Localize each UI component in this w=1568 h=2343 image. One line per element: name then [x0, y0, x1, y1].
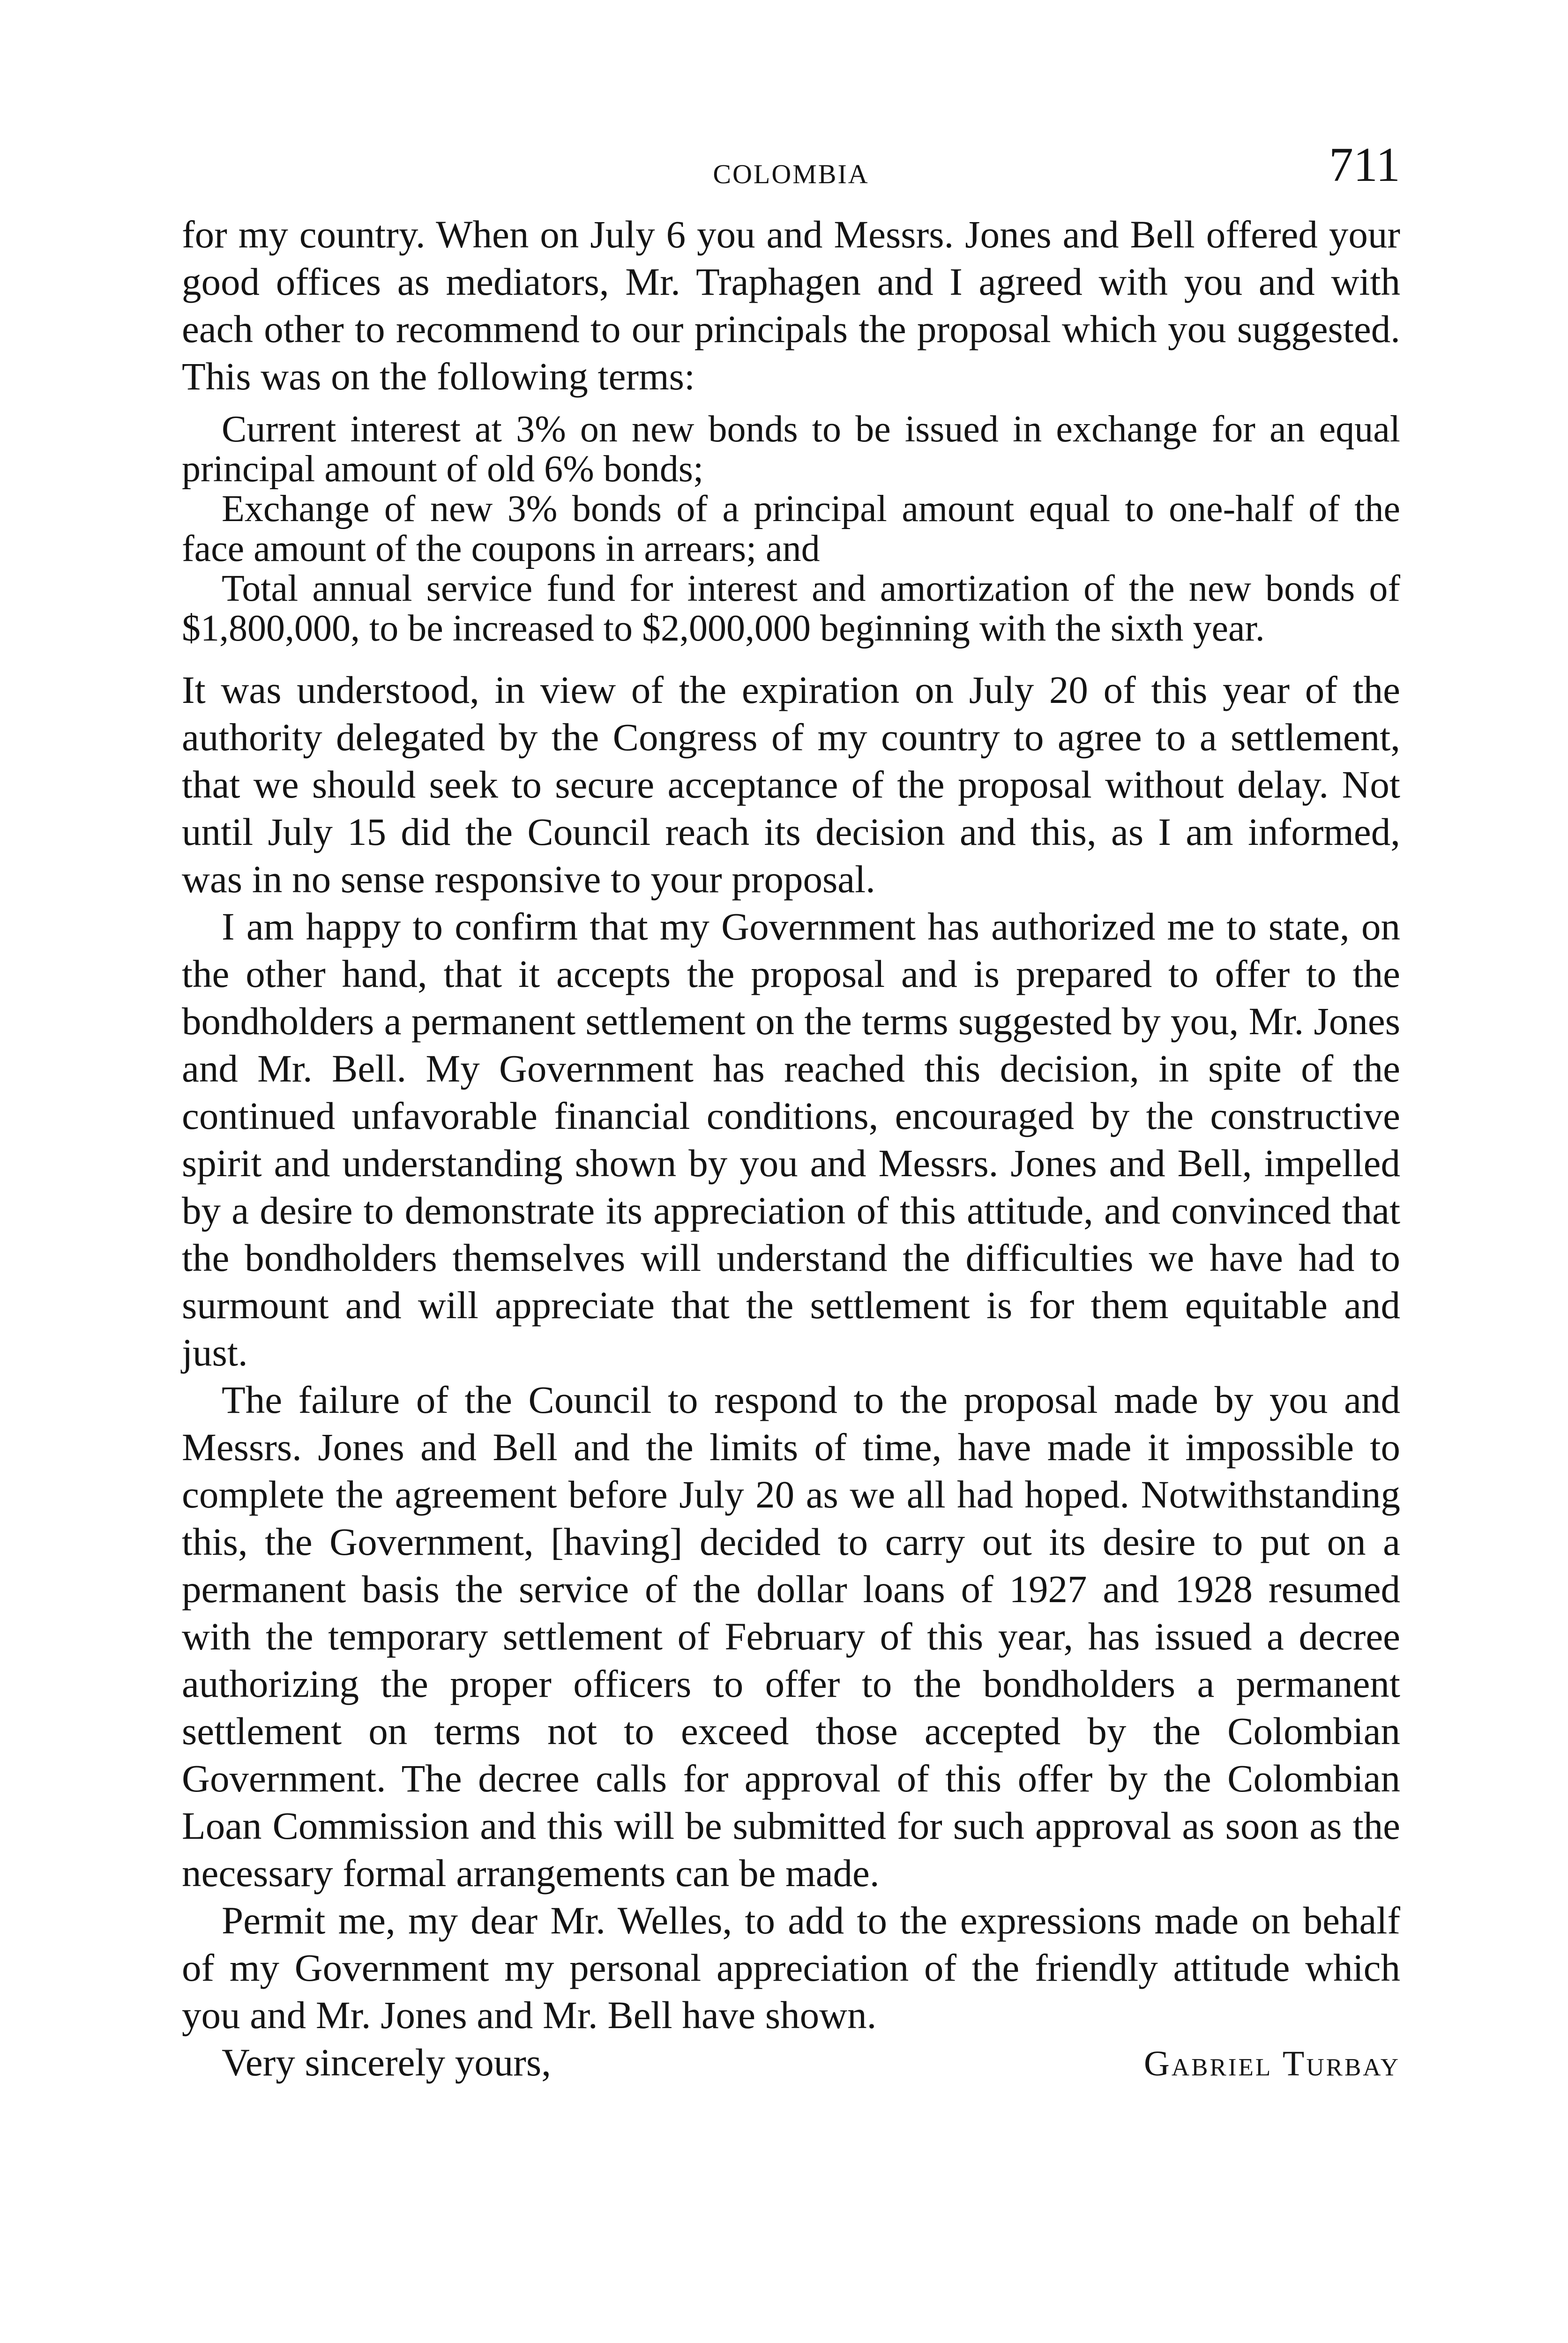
terms-list — [182, 410, 1400, 649]
running-title: COLOMBIA — [713, 159, 869, 189]
page-number: 711 — [1329, 138, 1400, 192]
running-header — [182, 138, 1400, 211]
document-page — [182, 138, 1400, 2088]
term-item: Total annual service fund for interest and amortization of the new bonds of $1,800,000, to be increased to $2,000,000 beginning with the sixth year. — [182, 568, 1400, 649]
term-item: Exchange of new 3% bonds of a principal amount equal to one-half of the face amount of the coupons in arrears; and — [182, 488, 1400, 569]
signature: Gabriel Turbay — [1144, 2044, 1400, 2083]
term-item: Current interest at 3% on new bonds to be issued in exchange for an equal principal amount of old 6% bonds; — [182, 409, 1400, 490]
body-paragraph: I am happy to confirm that my Government has authorized me to state, on the other hand, that it accepts the proposal and is prepared to offer to the bondholders a permanent settlement on the terms suggested by you, Mr. Jones and Mr. Bell. My Government has reached this decision, in spite of the continued unfavorable financial conditions, encouraged by the constructive spirit and understanding shown by you and Messrs. Jones and Bell, impelled by a desire to demonstrate its appreciation of this attitude, and convinced that the bondholders themselves will understand the difficulties we have had to surmount and will appreciate that the settlement is for them equitable and just. — [182, 905, 1400, 1374]
complimentary-close: Very sincerely yours, — [222, 2041, 551, 2084]
body-paragraph: The failure of the Council to respond to the proposal made by you and Messrs. Jones and Bell and the limits of time, have made it impossible to complete the agreement before July 20 as we all had hoped. Notwithstanding this, the Government, [having] decided to carry out its desire to put on a permanent basis the service of the dollar loans of 1927 and 1928 resumed with the temporary settlement of February of this year, has issued a decree authorizing the proper officers to offer to the bondholders a permanent settlement on terms not to exceed those accepted by the Colombian Government. The decree calls for approval of this offer by the Colombian Loan Commission and this will be submitted for such approval as soon as the necessary formal arrangements can be made. — [182, 1378, 1400, 1895]
letter-closing — [182, 2039, 1400, 2088]
lead-paragraph: for my country. When on July 6 you and Messrs. Jones and Bell offered your good offices as mediators, Mr. Traphagen and I agreed with you and with each other to recommend to our principals the proposal which you suggested. This was on the following terms: — [182, 213, 1400, 398]
body-paragraph: It was understood, in view of the expiration on July 20 of this year of the authority delegated by the Congress of my country to agree to a settlement, that we should seek to secure acceptance of the proposal without delay. Not until July 15 did the Council reach its decision and this, as I am informed, was in no sense responsive to your proposal. — [182, 668, 1400, 901]
body-paragraph: Permit me, my dear Mr. Welles, to add to the expressions made on behalf of my Government my personal appreciation of the friendly attitude which you and Mr. Jones and Mr. Bell have shown. — [182, 1899, 1400, 2037]
